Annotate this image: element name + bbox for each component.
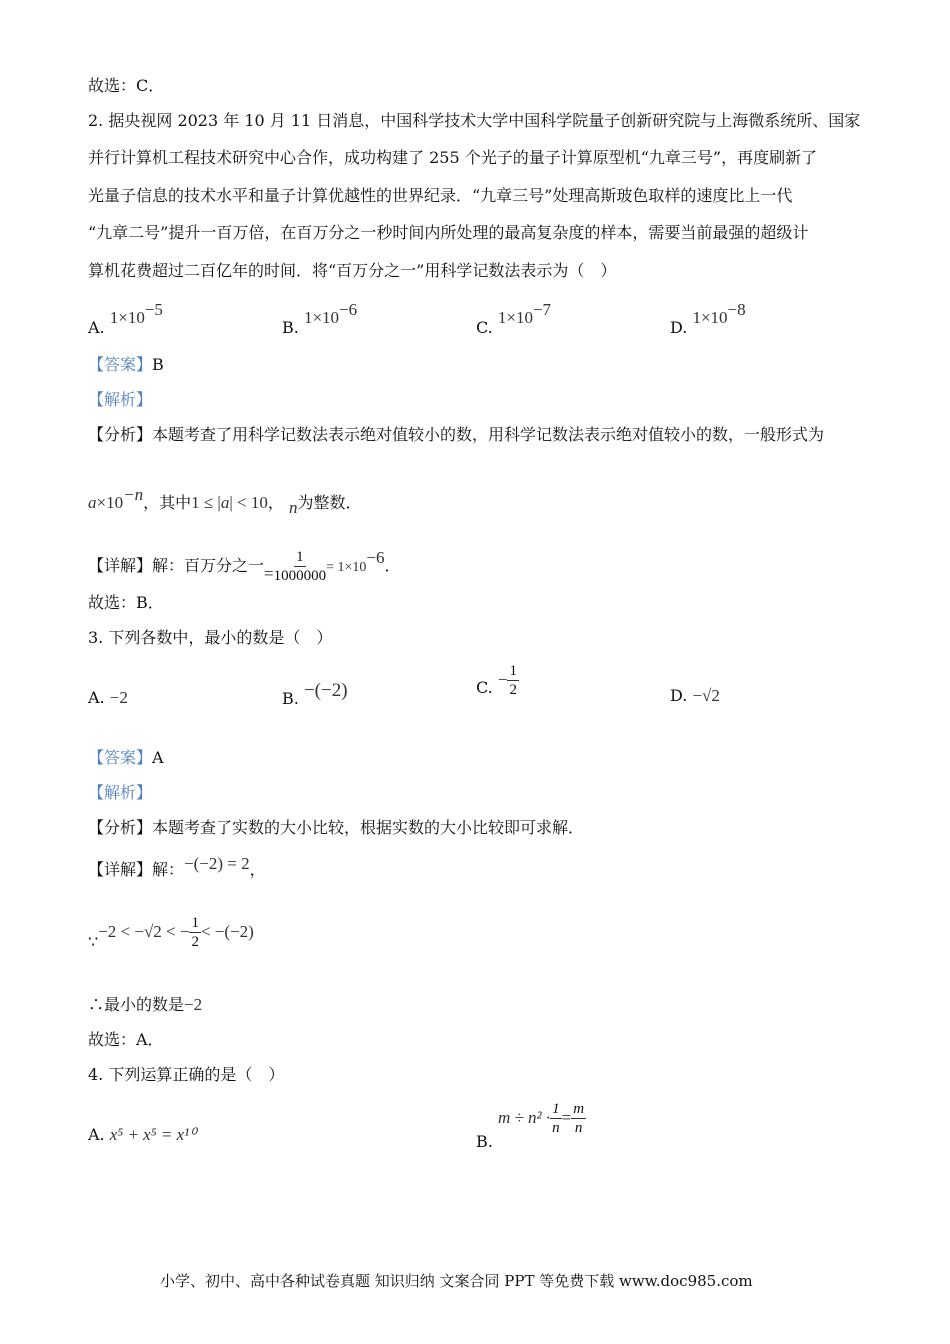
footer-text: 小学、初中、高中各种试卷真题 知识归纳 文案合同 PPT 等免费下载 www.doc985.com [160,1272,753,1290]
q2-option-b: B. $1\times 10^{-6}$ [282,300,358,337]
q2-answer: 【答案】B [88,355,164,374]
q2-analysis-heading: 【解析】 [88,390,153,409]
q3-answer: 【答案】A [88,748,164,767]
q1-conclusion: 故选：C． [88,76,165,95]
q2-option-c: C. $1\times 10^{-7}$ [476,300,552,337]
q2-option-a: A. $1\times 10^{-5}$ [88,300,163,337]
q3-option-d: D. −√2 [670,686,720,705]
q3-detail: 【详解】解：−(−2) = 2， [88,854,266,879]
q2-analysis: 【分析】本题考查了用科学记数法表示绝对值较小的数，用科学记数法表示绝对值较小的数，一般形式为 [88,425,825,444]
q2-line: “九章二号”提升一百万倍，在百万分之一秒时间内所处理的最高复杂度的样本，需要当前最强的超级计 [88,223,809,242]
q2-option-d: D. $1\times 10^{-8}$ [670,300,746,337]
q4-question: 4. 下列运算正确的是（ ） [88,1065,285,1084]
q2-line: 2. 据央视网 2023 年 10 月 11 日消息，中国科学技术大学中国科学院量子创新研究院与上海微系统所、国家 [88,111,861,130]
q3-option-c: C. − $\frac{1}{2}$ [476,663,517,698]
q2-line: 光量子信息的技术水平和量子计算优越性的世界纪录．“九章三号”处理高斯玻色取样的速度比上一代 [88,186,793,205]
q2-detail: 【详解】解：百万分之一= $\frac{1}{1000000}$ = $1\times 10^{-6}$． [88,548,401,584]
q3-conclusion: 故选：A． [88,1030,164,1049]
q3-option-b: B. −(−2) [282,680,348,708]
q3-analysis-heading: 【解析】 [88,783,153,802]
q2-line: 并行计算机工程技术研究中心合作，成功构建了 255 个光子的量子计算原型机“九章三号”，再度刷新了 [88,148,818,167]
q2-line: 算机花费超过二百亿年的时间．将“百万分之一”用科学记数法表示为（ ） [88,261,617,280]
q2-form: $a\times 10^{-n}$，其中1 ≤ |a| < 10， n为整数． [88,485,362,517]
q3-question: 3. 下列各数中，最小的数是（ ） [88,628,333,647]
q3-option-a: A. −2 [88,688,128,707]
q2-conclusion: 故选：B． [88,593,164,612]
q4-option-a: A. x⁵ + x⁵ = x¹⁰ [88,1125,197,1144]
q3-chain: ∵−2 < −√2 < − $\frac{1}{2}$ < −(−2) [88,915,254,951]
q3-analysis: 【分析】本题考查了实数的大小比较，根据实数的大小比较即可求解． [88,818,585,837]
q3-therefore: ∴最小的数是−2 [88,995,203,1014]
q4-option-b: B. m ÷ n² · $\frac{1}{n}$ = $\frac{m}{n}$ [476,1101,585,1151]
